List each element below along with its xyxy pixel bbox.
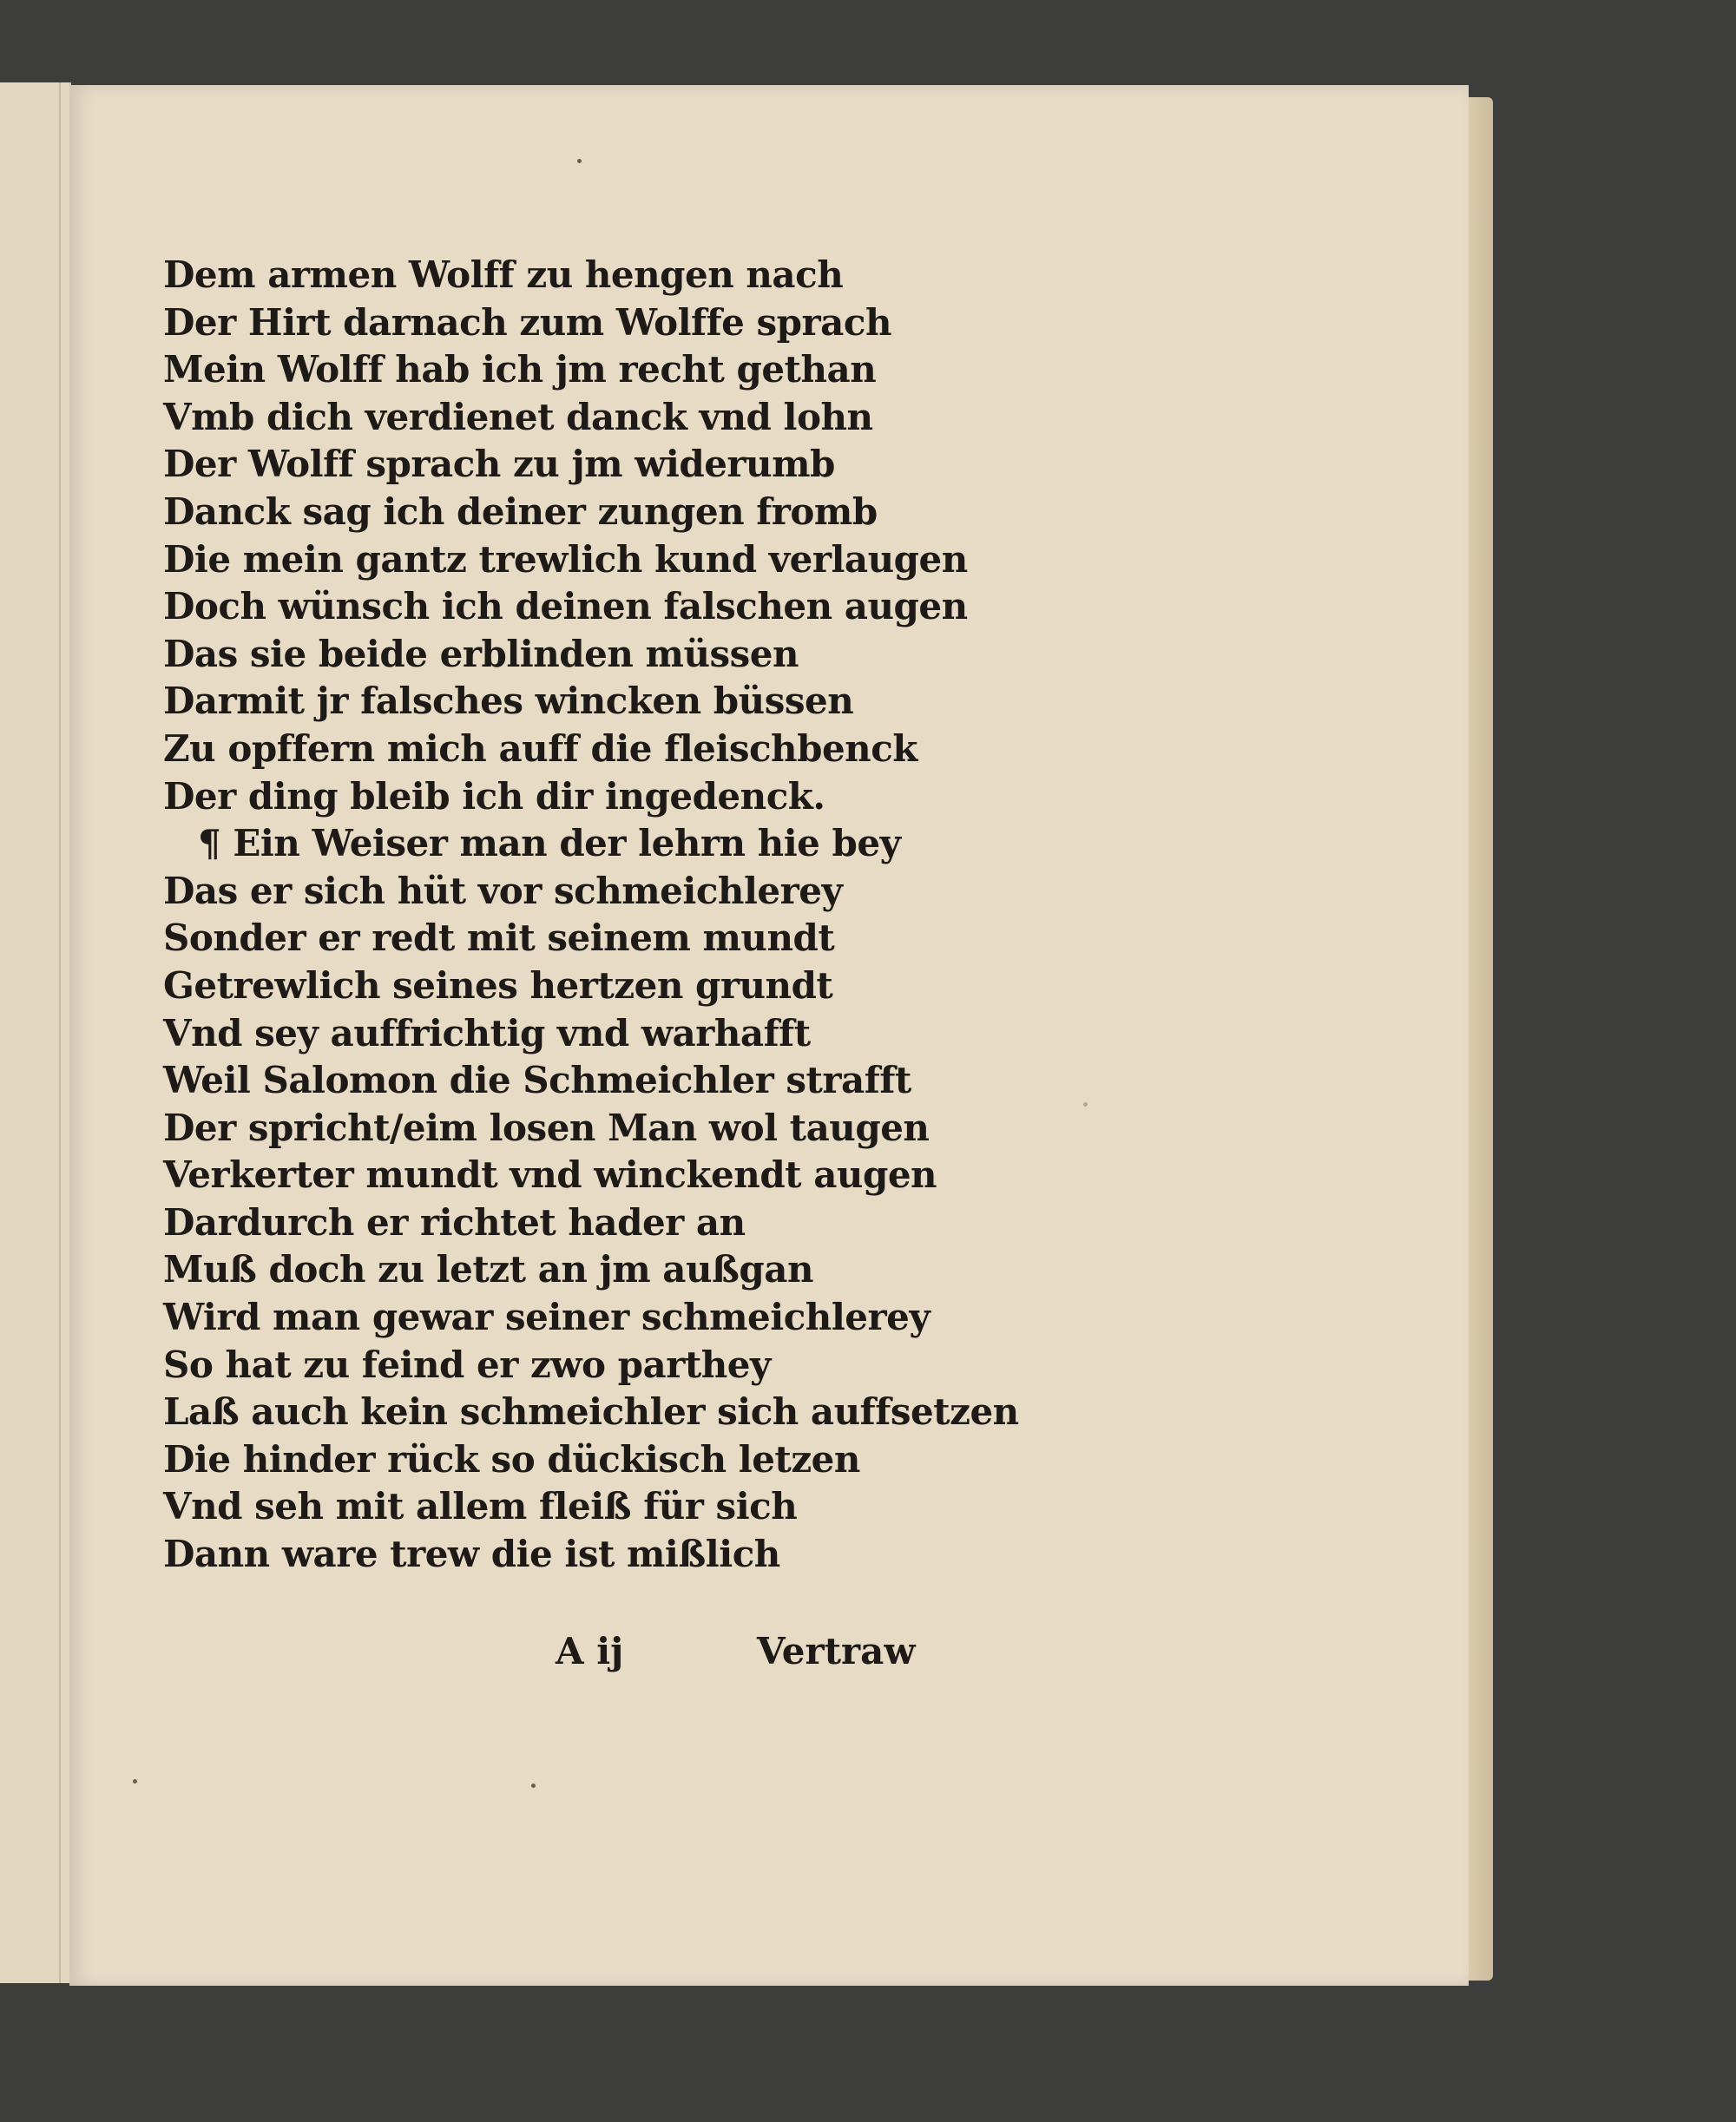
verse-line: Vnd seh mit allem fleiß für sich	[163, 1485, 798, 1528]
verse-line: Zu opffern mich auff die fleischbenck	[163, 726, 917, 770]
book-gutter	[59, 82, 61, 1983]
verse-line: Weil Salomon die Schmeichler strafft	[163, 1059, 911, 1102]
verse-line: Vnd sey auffrichtig vnd warhafft	[163, 1011, 811, 1054]
verse-line: Darmit jr falsches wincken büssen	[163, 680, 854, 723]
verse-line: Die mein gantz trewlich kund verlaugen	[163, 537, 968, 581]
verse-line: Dardurch er richtet hader an	[163, 1200, 746, 1244]
paper-speck	[133, 1779, 137, 1784]
verse-line: Der spricht/eim losen Man wol taugen	[163, 1106, 930, 1149]
verse-line: Dem armen Wolff zu hengen nach	[163, 253, 844, 296]
paper-speck	[531, 1784, 536, 1788]
verse-line: Dann ware trew die ist mißlich	[163, 1533, 780, 1576]
verse-line: Das sie beide erblinden müssen	[163, 632, 799, 675]
verse-line: Sonder er redt mit seinem mundt	[163, 916, 835, 960]
catchword: Vertraw	[757, 1630, 916, 1672]
verse-line: ¶ Ein Weiser man der lehrn hie bey	[198, 822, 901, 865]
verse-line: Muß doch zu letzt an jm außgan	[163, 1248, 814, 1291]
page-footer	[556, 1630, 920, 1682]
verse-line: Vmb dich verdienet danck vnd lohn	[163, 395, 873, 438]
verse-line: Wird man gewar seiner schmeichlerey	[163, 1296, 930, 1339]
verse-line: Verkerter mundt vnd winckendt augen	[163, 1153, 937, 1197]
verse-text	[163, 252, 1019, 1579]
verse-line: Die hinder rück so dückisch letzen	[163, 1437, 860, 1481]
verse-line: Laß auch kein schmeichler sich auffsetzen	[163, 1390, 1019, 1434]
verse-line: Der Wolff sprach zu jm widerumb	[163, 443, 835, 486]
paper-speck	[1083, 1102, 1088, 1107]
verse-line: So hat zu feind er zwo parthey	[163, 1343, 771, 1386]
verse-line: Doch wünsch ich deinen falschen augen	[163, 585, 968, 628]
verse-line: Der ding bleib ich dir ingedenck.	[163, 774, 825, 818]
verse-line: Getrewlich seines hertzen grundt	[163, 963, 833, 1007]
verse-line: Der Hirt darnach zum Wolffe sprach	[163, 300, 891, 344]
verse-line: Mein Wolff hab ich jm recht gethan	[163, 348, 877, 391]
signature-mark: A ij	[556, 1630, 624, 1672]
verse-line: Danck sag ich deiner zungen fromb	[163, 489, 878, 533]
paper-speck	[577, 159, 582, 163]
verse-line: Das er sich hüt vor schmeichlerey	[163, 869, 843, 912]
